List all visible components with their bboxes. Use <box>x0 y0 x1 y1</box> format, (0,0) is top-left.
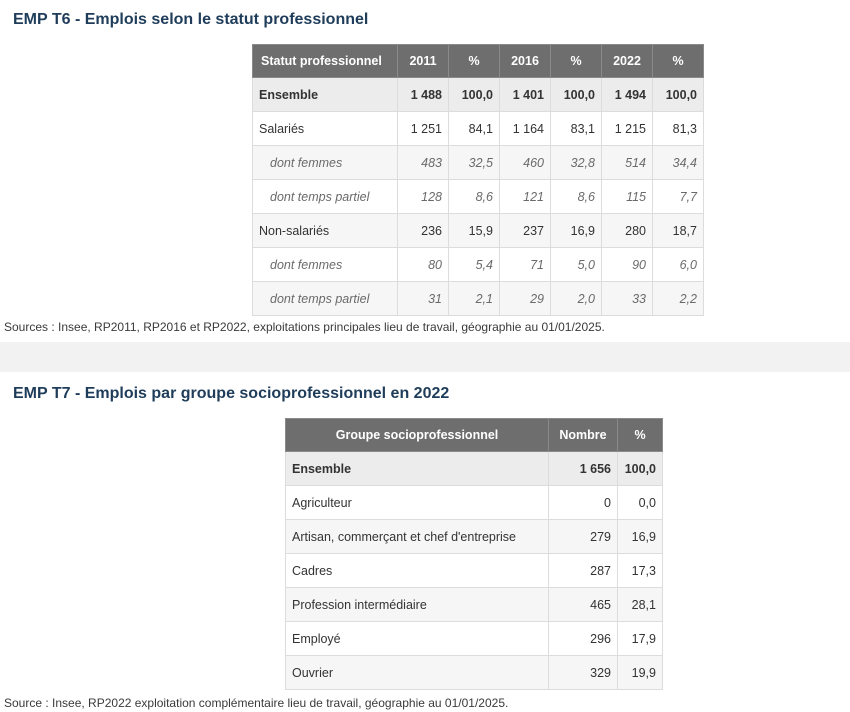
table-cell: 29 <box>500 282 551 316</box>
row-label: Salariés <box>253 112 398 146</box>
table-row <box>286 486 663 520</box>
column-header: 2011 <box>398 45 449 78</box>
table-cell: 100,0 <box>551 78 602 112</box>
row-label: Ensemble <box>286 452 549 486</box>
table-row-total <box>286 452 663 486</box>
table-row <box>286 588 663 622</box>
employment-status-table <box>252 44 704 316</box>
table-cell: 28,1 <box>618 588 663 622</box>
table-row-total <box>253 78 704 112</box>
table-cell: 2,0 <box>551 282 602 316</box>
table-row <box>253 146 704 180</box>
table-cell: 1 401 <box>500 78 551 112</box>
table-cell: 236 <box>398 214 449 248</box>
table-header-row <box>253 45 704 78</box>
table-row <box>286 622 663 656</box>
row-label: dont femmes <box>253 248 398 282</box>
table-cell: 1 215 <box>602 112 653 146</box>
table-cell: 460 <box>500 146 551 180</box>
table-cell: 2,1 <box>449 282 500 316</box>
row-label: Non-salariés <box>253 214 398 248</box>
table-cell: 100,0 <box>653 78 704 112</box>
row-label: Profession intermédiaire <box>286 588 549 622</box>
column-header: 2022 <box>602 45 653 78</box>
table-cell: 1 494 <box>602 78 653 112</box>
table-cell: 1 488 <box>398 78 449 112</box>
column-header: 2016 <box>500 45 551 78</box>
table-cell: 465 <box>549 588 618 622</box>
table-cell: 100,0 <box>618 452 663 486</box>
table-cell: 1 656 <box>549 452 618 486</box>
socioprofessional-group-table <box>285 418 663 690</box>
table-cell: 17,3 <box>618 554 663 588</box>
table-cell: 0 <box>549 486 618 520</box>
table-section-t7 <box>0 372 850 712</box>
row-label: Employé <box>286 622 549 656</box>
table-cell: 279 <box>549 520 618 554</box>
table-cell: 83,1 <box>551 112 602 146</box>
row-label: dont femmes <box>253 146 398 180</box>
table-cell: 7,7 <box>653 180 704 214</box>
table-cell: 33 <box>602 282 653 316</box>
column-header: % <box>653 45 704 78</box>
table-header-row <box>286 419 663 452</box>
column-header: % <box>551 45 602 78</box>
table-cell: 19,9 <box>618 656 663 690</box>
column-header: % <box>449 45 500 78</box>
table-cell: 296 <box>549 622 618 656</box>
table-row <box>286 554 663 588</box>
table-cell: 115 <box>602 180 653 214</box>
table-row <box>286 656 663 690</box>
table-cell: 2,2 <box>653 282 704 316</box>
table-cell: 128 <box>398 180 449 214</box>
table-cell: 483 <box>398 146 449 180</box>
table-cell: 1 164 <box>500 112 551 146</box>
column-header: Statut professionnel <box>253 45 398 78</box>
table-cell: 100,0 <box>449 78 500 112</box>
table-cell: 514 <box>602 146 653 180</box>
table-cell: 8,6 <box>551 180 602 214</box>
table-row <box>253 112 704 146</box>
table-cell: 5,0 <box>551 248 602 282</box>
table-row <box>253 214 704 248</box>
table-cell: 34,4 <box>653 146 704 180</box>
column-header: % <box>618 419 663 452</box>
table-cell: 329 <box>549 656 618 690</box>
row-label: dont temps partiel <box>253 180 398 214</box>
table-cell: 32,8 <box>551 146 602 180</box>
table-cell: 32,5 <box>449 146 500 180</box>
row-label: Cadres <box>286 554 549 588</box>
table-title-t6: EMP T6 - Emplois selon le statut professionnel <box>13 11 369 28</box>
table-cell: 18,7 <box>653 214 704 248</box>
table-cell: 71 <box>500 248 551 282</box>
row-label: Agriculteur <box>286 486 549 520</box>
table-cell: 237 <box>500 214 551 248</box>
row-label: dont temps partiel <box>253 282 398 316</box>
table-cell: 17,9 <box>618 622 663 656</box>
table-cell: 6,0 <box>653 248 704 282</box>
source-note-t7: Source : Insee, RP2022 exploitation complémentaire lieu de travail, géographie au 01/01/2025. <box>4 696 509 710</box>
table-section-t6 <box>0 0 850 342</box>
table-cell: 90 <box>602 248 653 282</box>
table-cell: 31 <box>398 282 449 316</box>
table-cell: 0,0 <box>618 486 663 520</box>
table-row <box>253 282 704 316</box>
row-label: Ouvrier <box>286 656 549 690</box>
table-row <box>286 520 663 554</box>
table-cell: 80 <box>398 248 449 282</box>
table-row <box>253 248 704 282</box>
row-label: Ensemble <box>253 78 398 112</box>
section-divider <box>0 342 850 372</box>
row-label: Artisan, commerçant et chef d'entreprise <box>286 520 549 554</box>
source-note-t6: Sources : Insee, RP2011, RP2016 et RP2022, exploitations principales lieu de travail, géographie au 01/01/2025. <box>4 320 605 334</box>
table-cell: 8,6 <box>449 180 500 214</box>
table-row <box>253 180 704 214</box>
table-cell: 287 <box>549 554 618 588</box>
table-cell: 15,9 <box>449 214 500 248</box>
table-cell: 121 <box>500 180 551 214</box>
table-cell: 16,9 <box>551 214 602 248</box>
table-cell: 5,4 <box>449 248 500 282</box>
table-cell: 280 <box>602 214 653 248</box>
column-header: Groupe socioprofessionnel <box>286 419 549 452</box>
table-title-t7: EMP T7 - Emplois par groupe socioprofessionnel en 2022 <box>13 385 450 402</box>
table-cell: 81,3 <box>653 112 704 146</box>
table-cell: 1 251 <box>398 112 449 146</box>
table-cell: 16,9 <box>618 520 663 554</box>
column-header: Nombre <box>549 419 618 452</box>
table-cell: 84,1 <box>449 112 500 146</box>
